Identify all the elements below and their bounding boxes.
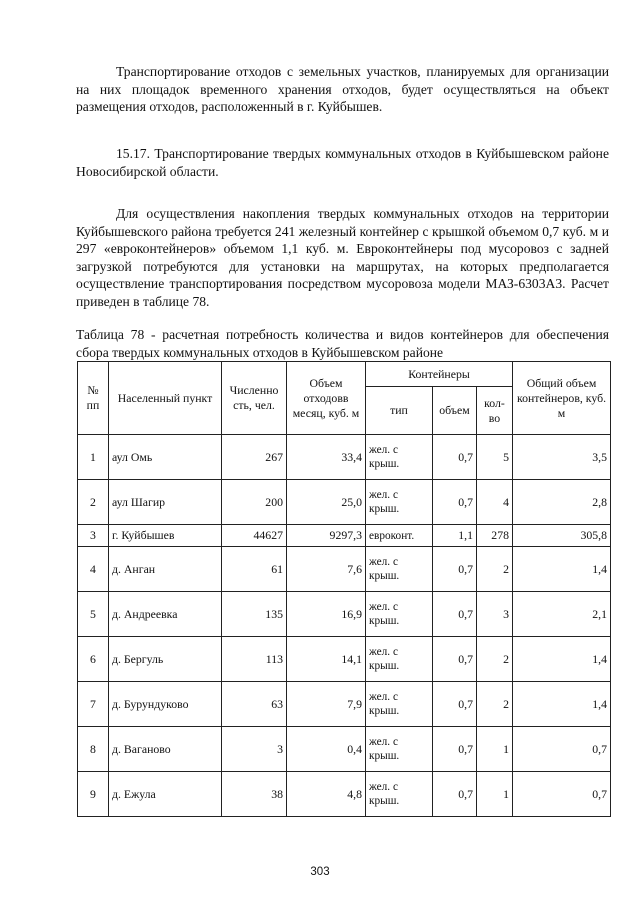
cell-container-count: 5	[477, 435, 513, 480]
cell-waste-volume: 25,0	[287, 480, 366, 525]
table-row	[78, 592, 611, 637]
cell-container-count: 3	[477, 592, 513, 637]
cell-waste-volume: 0,4	[287, 727, 366, 772]
cell-container-count: 278	[477, 525, 513, 547]
header-containers: Контейнеры	[366, 362, 513, 387]
cell-population: 200	[222, 480, 287, 525]
cell-container-type: жел. с крыш.	[366, 592, 433, 637]
cell-container-count: 2	[477, 547, 513, 592]
cell-total-volume: 1,4	[513, 547, 611, 592]
cell-total-volume: 0,7	[513, 772, 611, 817]
cell-container-type: евроконт.	[366, 525, 433, 547]
header-total-volume: Общий объем контейнеров, куб. м	[513, 362, 611, 435]
cell-total-volume: 305,8	[513, 525, 611, 547]
table-row	[78, 547, 611, 592]
cell-population: 267	[222, 435, 287, 480]
cell-num: 5	[78, 592, 109, 637]
cell-container-capacity: 0,7	[433, 592, 477, 637]
paragraph-transport-sites: Транспортирование отходов с земельных участков, планируемых для организации на них площадок временного хранения отходов, будет осуществляться на объект размещения отходов, расположенный в г. Куйбышев.	[76, 64, 609, 115]
header-count: кол-во	[477, 387, 513, 435]
table-row	[78, 480, 611, 525]
cell-population: 135	[222, 592, 287, 637]
cell-container-type: жел. с крыш.	[366, 480, 433, 525]
cell-container-capacity: 0,7	[433, 435, 477, 480]
table-row	[78, 435, 611, 480]
cell-total-volume: 1,4	[513, 637, 611, 682]
table-row	[78, 772, 611, 817]
cell-container-count: 1	[477, 727, 513, 772]
header-population: Численно сть, чел.	[222, 362, 287, 435]
containers-table	[77, 361, 611, 817]
cell-settlement: аул Шагир	[109, 480, 222, 525]
cell-waste-volume: 7,9	[287, 682, 366, 727]
header-capacity: объем	[433, 387, 477, 435]
cell-population: 38	[222, 772, 287, 817]
cell-population: 61	[222, 547, 287, 592]
cell-settlement: д. Андреевка	[109, 592, 222, 637]
cell-total-volume: 3,5	[513, 435, 611, 480]
cell-num: 9	[78, 772, 109, 817]
paragraph-container-requirements: Для осуществления накопления твердых коммунальных отходов на территории Куйбышевского района требуется 241 железный контейнер с крышкой объемом 0,7 куб. м и 297 «евроконтейнеров» объемом 1,1 куб. м. Евроконтейнеры под мусоровоз с задней загрузкой потребуются для установки на маршрутах, на которых предполагается осуществление транспортирования посредством мусоровоза модели МАЗ-6303А3. Расчет приведен в таблице 78.	[76, 206, 609, 309]
cell-container-type: жел. с крыш.	[366, 637, 433, 682]
cell-settlement: д. Ежула	[109, 772, 222, 817]
cell-settlement: д. Анган	[109, 547, 222, 592]
cell-container-capacity: 0,7	[433, 637, 477, 682]
table-row	[78, 525, 611, 547]
cell-num: 7	[78, 682, 109, 727]
cell-container-type: жел. с крыш.	[366, 727, 433, 772]
table-body	[78, 435, 611, 817]
table-row	[78, 727, 611, 772]
cell-waste-volume: 16,9	[287, 592, 366, 637]
cell-total-volume: 1,4	[513, 682, 611, 727]
cell-num: 8	[78, 727, 109, 772]
cell-settlement: г. Куйбышев	[109, 525, 222, 547]
cell-total-volume: 2,1	[513, 592, 611, 637]
cell-container-count: 1	[477, 772, 513, 817]
cell-waste-volume: 14,1	[287, 637, 366, 682]
cell-container-type: жел. с крыш.	[366, 682, 433, 727]
cell-settlement: д. Ваганово	[109, 727, 222, 772]
cell-container-type: жел. с крыш.	[366, 435, 433, 480]
cell-waste-volume: 9297,3	[287, 525, 366, 547]
cell-container-capacity: 0,7	[433, 727, 477, 772]
cell-total-volume: 0,7	[513, 727, 611, 772]
table-caption: Таблица 78 - расчетная потребность количества и видов контейнеров для обеспечения сбора твердых коммунальных отходов в Куйбышевском районе	[76, 327, 609, 360]
cell-container-capacity: 0,7	[433, 682, 477, 727]
cell-population: 44627	[222, 525, 287, 547]
table-row	[78, 637, 611, 682]
cell-settlement: аул Омь	[109, 435, 222, 480]
header-settlement: Населенный пункт	[109, 362, 222, 435]
cell-waste-volume: 33,4	[287, 435, 366, 480]
cell-container-capacity: 1,1	[433, 525, 477, 547]
cell-container-count: 2	[477, 637, 513, 682]
cell-container-type: жел. с крыш.	[366, 772, 433, 817]
cell-num: 6	[78, 637, 109, 682]
cell-waste-volume: 4,8	[287, 772, 366, 817]
cell-container-count: 2	[477, 682, 513, 727]
cell-num: 2	[78, 480, 109, 525]
cell-settlement: д. Бергуль	[109, 637, 222, 682]
cell-container-capacity: 0,7	[433, 547, 477, 592]
cell-total-volume: 2,8	[513, 480, 611, 525]
cell-population: 3	[222, 727, 287, 772]
header-waste-volume: Объем отходовв месяц, куб. м	[287, 362, 366, 435]
page-number: 303	[310, 866, 330, 878]
cell-container-count: 4	[477, 480, 513, 525]
cell-container-type: жел. с крыш.	[366, 547, 433, 592]
cell-container-capacity: 0,7	[433, 480, 477, 525]
cell-population: 63	[222, 682, 287, 727]
cell-population: 113	[222, 637, 287, 682]
cell-num: 1	[78, 435, 109, 480]
cell-settlement: д. Бурундуково	[109, 682, 222, 727]
table-row	[78, 682, 611, 727]
header-type: тип	[366, 387, 433, 435]
cell-waste-volume: 7,6	[287, 547, 366, 592]
section-heading-15-17: 15.17. Транспортирование твердых коммунальных отходов в Куйбышевском районе Новосибирской области.	[76, 146, 609, 179]
cell-num: 3	[78, 525, 109, 547]
header-num: № пп	[78, 362, 109, 435]
cell-num: 4	[78, 547, 109, 592]
cell-container-capacity: 0,7	[433, 772, 477, 817]
